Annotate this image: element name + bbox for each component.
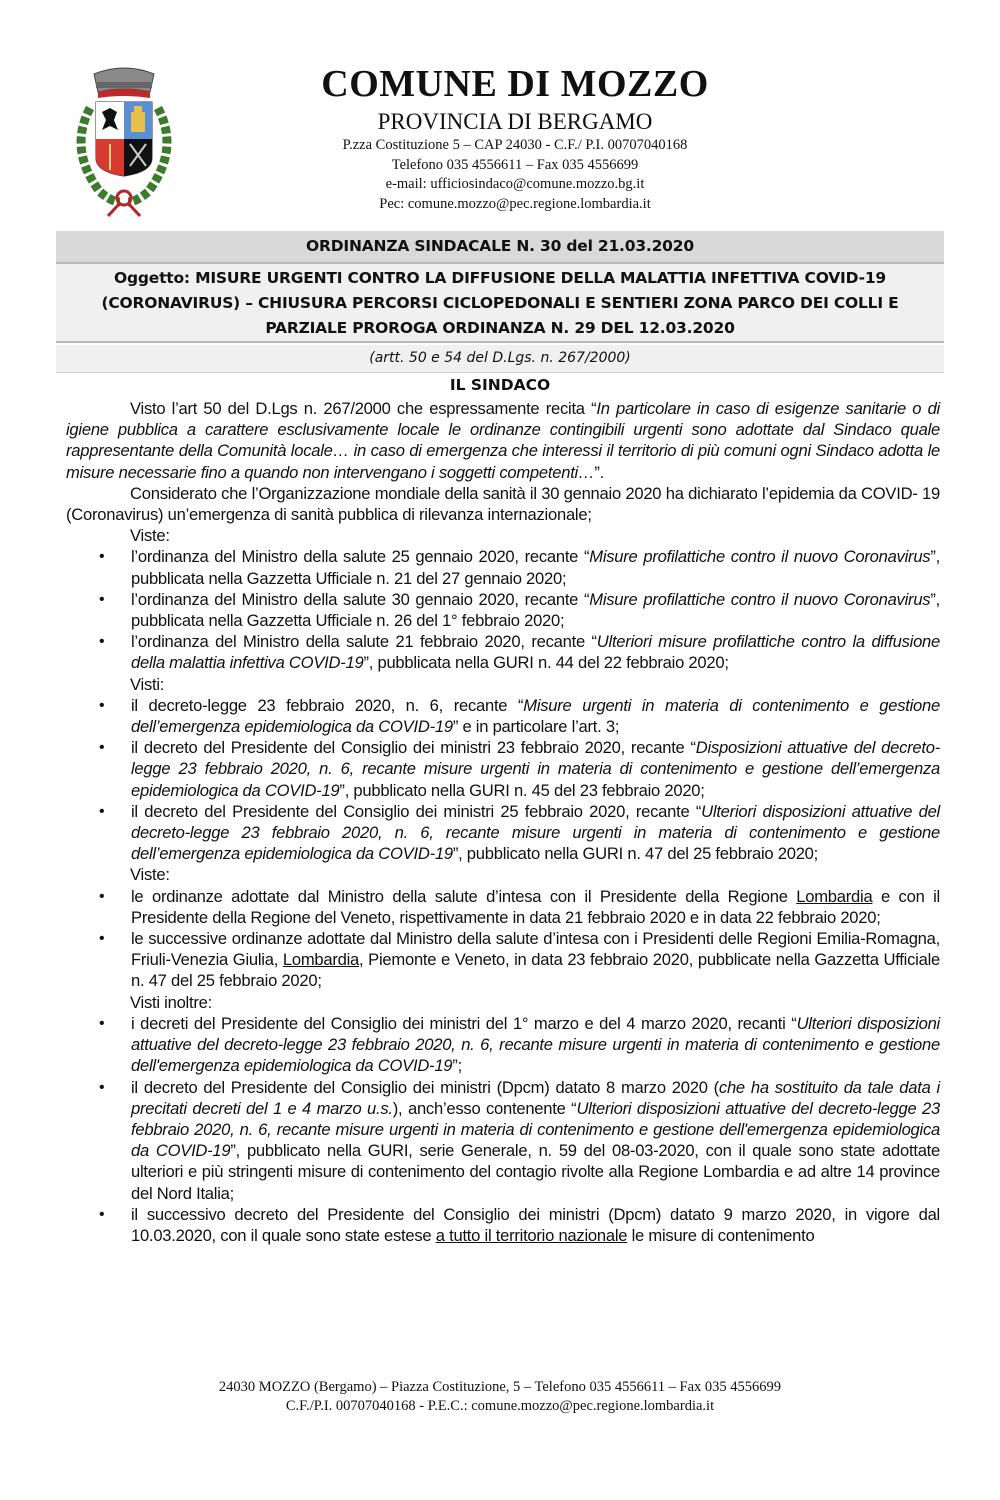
quote: Ulteriori misure profilattiche contro la diffusione della malattia infettiva COVID-19 bbox=[131, 632, 941, 673]
text: ”, pubblicato nella GURI n. 47 del 25 febbraio 2020; bbox=[452, 844, 819, 864]
order-subject bbox=[56, 264, 944, 343]
list-item bbox=[66, 928, 940, 992]
text: l’ordinanza del Ministro della salute 25 gennaio 2020, recante “ bbox=[131, 547, 590, 567]
bullet-icon: • bbox=[99, 696, 105, 714]
footer-address: 24030 MOZZO (Bergamo) – Piazza Costituzione, 5 – Telefono 035 4556611 – Fax 035 4556699 bbox=[218, 1379, 782, 1395]
bullet-icon: • bbox=[99, 739, 105, 757]
text: le successive ordinanze adottate dal Ministro della salute d’intesa con i Presidenti delle Regioni Emilia-Romagna, Friuli-Venezia Giulia, bbox=[131, 929, 940, 970]
quote: Ulteriori disposizioni attuative del decreto-legge 23 febbraio 2020, n. 6, recante misure urgenti in materia di contenimento e gestione dell’emergenza epidemiologica da COVID-19 bbox=[131, 801, 940, 864]
quote: Ulteriori disposizioni attuative del decreto-legge 23 febbraio 2020, n. 6, recante misure urgenti in materia di contenimento e gestione dell'emergenza epidemiologica da COVID-19 bbox=[131, 1098, 940, 1161]
text: ”, pubblicata nella GURI n. 44 del 22 febbraio 2020; bbox=[363, 653, 729, 673]
label-visti-inoltre: Visti inoltre: bbox=[130, 992, 212, 1012]
subject-line: PARZIALE PROROGA ORDINANZA N. 29 DEL 12.03.2020 bbox=[265, 319, 735, 337]
text: l’ordinanza del Ministro della salute 21 febbraio 2020, recante “ bbox=[131, 632, 597, 652]
text: ), anch’esso contenente “ bbox=[392, 1098, 577, 1118]
text: ”, pubblicata nella Gazzetta Ufficiale n. 26 del 1° febbraio 2020; bbox=[131, 589, 940, 631]
document-body bbox=[66, 398, 940, 1246]
subject-line: (CORONAVIRUS) – CHIUSURA PERCORSI CICLOPEDONALI E SENTIERI ZONA PARCO DEI COLLI E bbox=[101, 294, 899, 312]
text: e con il Presidente della Regione del Veneto, rispettivamente in data 21 febbraio 2020 e in data 22 febbraio 2020; bbox=[131, 886, 940, 927]
email-line: e-mail: ufficiosindaco@comune.mozzo.bg.it bbox=[385, 176, 645, 192]
paragraph-considerato: Considerato che l’Organizzazione mondiale della sanità il 30 gennaio 2020 ha dichiarato l’epidemia da COVID- 19 (Coronavirus) un’emergenza di sanità pubblica di rilevanza internazionale; bbox=[66, 483, 940, 525]
text: le ordinanze adottate dal Ministro della salute d’intesa con il Presidente della Regione bbox=[131, 886, 797, 906]
text: il decreto-legge 23 febbraio 2020, n. 6, recante “ bbox=[131, 695, 524, 715]
label-viste: Viste: bbox=[130, 865, 170, 885]
text: ”; bbox=[452, 1056, 462, 1076]
quote: In particolare in caso di esigenze sanitarie o di igiene pubblica a carattere esclusivamente locale le ordinanze contingibili urgenti sono adottate dal Sindaco quale rappresentante della Comunità locale… in caso di emergenza che interessi il territorio di più comuni ogni Sindaco adotta le misure necessarie fino a quando non intervengano i soggetti competenti… bbox=[66, 399, 940, 482]
list-ordinanze-regioni bbox=[66, 886, 940, 992]
text: il successivo decreto del Presidente del Consiglio dei ministri (Dpcm) datato 9 marzo 2020, in vigore dal 10.03.2020, con il quale sono state estese bbox=[131, 1204, 940, 1245]
text: il decreto del Presidente del Consiglio dei ministri 23 febbraio 2020, recante “ bbox=[131, 738, 696, 758]
subject-line: Oggetto: MISURE URGENTI CONTRO LA DIFFUSIONE DELLA MALATTIA INFETTIVA COVID-19 bbox=[113, 269, 886, 287]
quote: Misure profilattiche contro il nuovo Coronavirus bbox=[589, 547, 931, 567]
quote: Misure urgenti in materia di contenimento e gestione dell’emergenza epidemiologica da COVID-19 bbox=[131, 695, 940, 737]
bullet-icon: • bbox=[99, 802, 105, 820]
authority-heading: IL SINDACO bbox=[449, 376, 551, 394]
text: ” e in particolare l’art. 3; bbox=[452, 717, 620, 737]
label-viste: Viste: bbox=[130, 526, 170, 546]
list-item bbox=[66, 886, 940, 928]
text: il decreto del Presidente del Consiglio dei ministri 25 febbraio 2020, recante “ bbox=[131, 801, 702, 821]
pec-line: Pec: comune.mozzo@pec.regione.lombardia.it bbox=[379, 195, 651, 212]
list-item bbox=[66, 1204, 940, 1246]
list-item bbox=[66, 546, 940, 588]
text: Visto l’art 50 del D.Lgs n. 267/2000 che espressamente recita “ bbox=[130, 399, 597, 418]
letterhead bbox=[250, 62, 780, 214]
text: ”, pubblicato nella GURI, serie Generale, n. 59 del 08-03-2020, con il quale sono state adottate ulteriori e più stringenti misure di contenimento del contagio rivolte alla Regione Lombardia e ad altre 14 province del Nord Italia; bbox=[131, 1141, 941, 1203]
quote: Misure profilattiche contro il nuovo Coronavirus bbox=[589, 589, 931, 609]
list-item bbox=[66, 801, 940, 865]
list-item bbox=[66, 695, 940, 737]
paragraph-visto bbox=[66, 398, 940, 483]
text: ”. bbox=[594, 462, 604, 482]
coat-of-arms-icon bbox=[64, 60, 184, 218]
order-number-heading: ORDINANZA SINDACALE N. 30 del 21.03.2020 bbox=[56, 231, 944, 264]
underlined-text: Lombardia bbox=[282, 950, 360, 970]
text: il decreto del Presidente del Consiglio dei ministri (Dpcm) datato 8 marzo 2020 ( bbox=[131, 1077, 719, 1097]
text: i decreti del Presidente del Consiglio dei ministri del 1° marzo e del 4 marzo 2020, recanti “ bbox=[131, 1013, 797, 1033]
list-dpcm bbox=[66, 1013, 940, 1246]
text: l’ordinanza del Ministro della salute 30 gennaio 2020, recante “ bbox=[131, 589, 590, 609]
list-item bbox=[66, 589, 940, 631]
phone-line: Telefono 035 4556611 – Fax 035 4556699 bbox=[391, 156, 639, 173]
list-ordinanze-ministero bbox=[66, 546, 940, 673]
bullet-icon: • bbox=[99, 1078, 105, 1096]
quote: Ulteriori disposizioni attuative del decreto-legge 23 febbraio 2020, n. 6, recante misure urgenti in materia di contenimento e gestione dell'emergenza epidemiologica da COVID-19 bbox=[131, 1013, 940, 1076]
address-line: P.zza Costituzione 5 – CAP 24030 - C.F./ P.I. 00707040168 bbox=[342, 137, 688, 153]
bullet-icon: • bbox=[99, 590, 105, 608]
label-visti: Visti: bbox=[130, 674, 165, 694]
bullet-icon: • bbox=[99, 887, 105, 905]
list-item bbox=[66, 737, 940, 801]
footer-tax-pec: C.F./P.I. 00707040168 - P.E.C.: comune.mozzo@pec.regione.lombardia.it bbox=[285, 1398, 715, 1414]
list-item bbox=[66, 631, 940, 673]
page-footer bbox=[0, 1378, 1000, 1416]
text: ”, pubblicata nella Gazzetta Ufficiale n. 21 del 27 gennaio 2020; bbox=[131, 547, 940, 588]
bullet-icon: • bbox=[99, 548, 105, 566]
legal-reference: (artt. 50 e 54 del D.Lgs. n. 267/2000) bbox=[56, 345, 944, 373]
bullet-icon: • bbox=[99, 930, 105, 948]
province-name: PROVINCIA DI BERGAMO bbox=[377, 109, 653, 134]
bullet-icon: • bbox=[99, 633, 105, 651]
text: le misure di contenimento bbox=[627, 1225, 815, 1245]
bullet-icon: • bbox=[99, 1205, 105, 1223]
list-item bbox=[66, 1013, 940, 1077]
municipality-name: COMUNE DI MOZZO bbox=[321, 63, 709, 105]
quote: che ha sostituito da tale data i precitati decreti del 1 e 4 marzo u.s. bbox=[131, 1077, 940, 1118]
underlined-text: a tutto il territorio nazionale bbox=[435, 1225, 628, 1245]
quote: Disposizioni attuative del decreto-legge 23 febbraio 2020, n. 6, recante misure urgenti in materia di contenimento e gestione dell’emergenza epidemiologica da COVID-19 bbox=[131, 738, 940, 800]
bullet-icon: • bbox=[99, 1014, 105, 1032]
text: , Piemonte e Veneto, in data 23 febbraio 2020, pubblicate nella Gazzetta Ufficiale n. 47 del 25 febbraio 2020; bbox=[131, 950, 940, 991]
list-item bbox=[66, 1077, 940, 1204]
text: ”, pubblicato nella GURI n. 45 del 23 febbraio 2020; bbox=[339, 780, 705, 800]
list-decreti bbox=[66, 695, 940, 865]
underlined-text: Lombardia bbox=[796, 886, 873, 906]
